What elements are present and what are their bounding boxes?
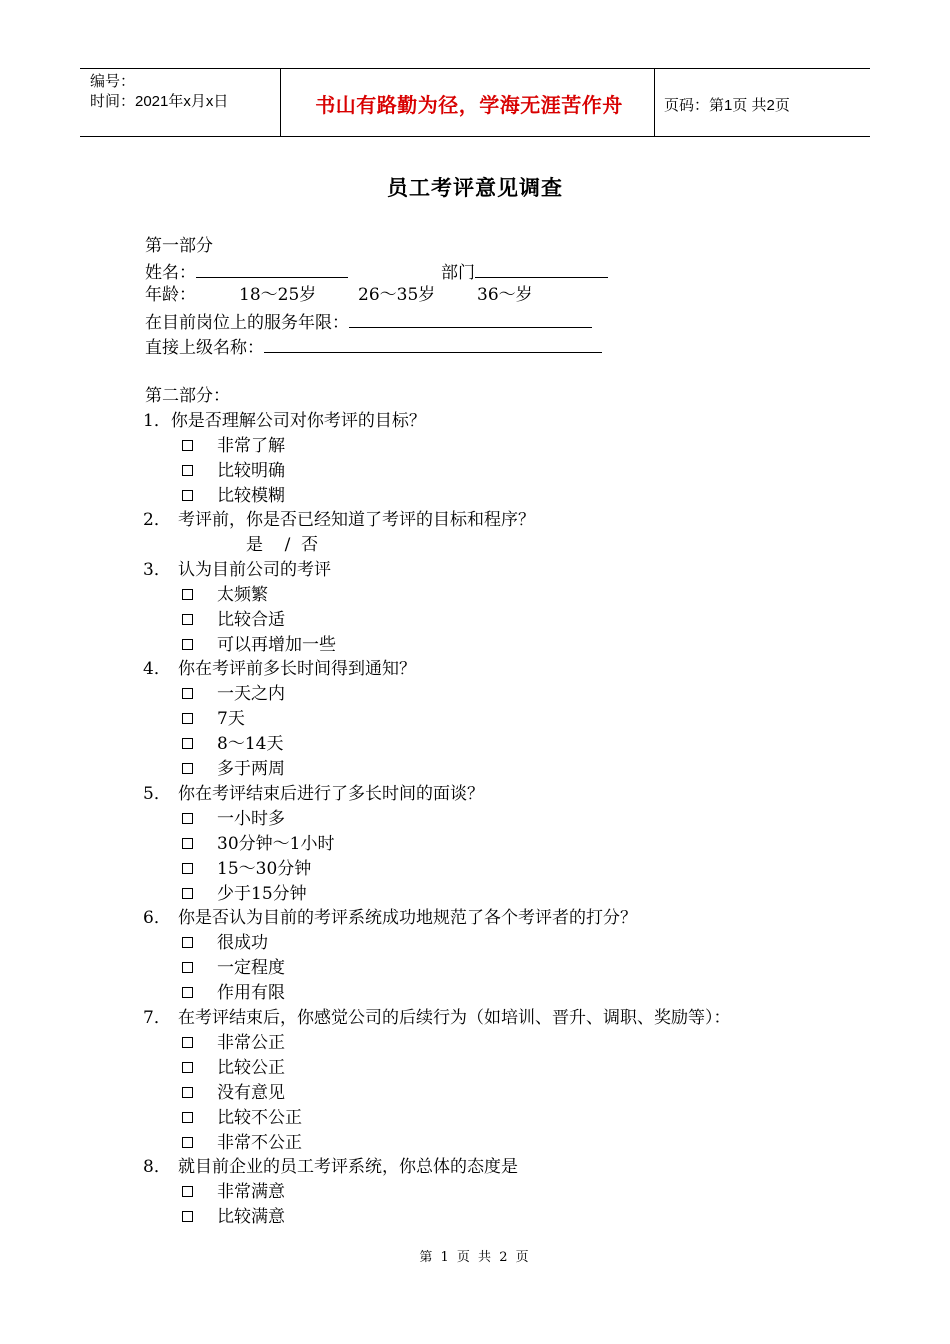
checkbox-icon[interactable] [182,937,193,948]
time-label: 时间：2021年x月x日 [90,93,229,110]
q3-option-2[interactable] [182,609,285,631]
q7-option-5[interactable] [182,1132,302,1154]
q4-option-1[interactable] [182,683,285,705]
question-number: 1． [143,411,171,431]
option-label: 比较合适 [217,610,285,630]
supervisor-label: 直接上级名称： [145,338,264,358]
option-label: 多于两周 [217,759,285,779]
q7-option-3[interactable] [182,1082,285,1104]
checkbox-icon[interactable] [182,962,193,973]
page-footer: 第 1 页 共 2 页 [419,1250,531,1265]
question-number: 2． [143,510,171,530]
q8-option-2[interactable] [182,1206,285,1228]
q4-option-2[interactable] [182,708,245,730]
option-label: 比较满意 [217,1207,285,1227]
question-text: 你在考评前多长时间得到通知？ [178,659,416,679]
option-label: 一定程度 [217,958,285,978]
checkbox-icon[interactable] [182,1087,193,1098]
option-label: 作用有限 [217,983,285,1003]
supervisor-field[interactable] [264,335,602,353]
q1-option-2[interactable] [182,460,285,482]
age-option-2[interactable]: 26～35岁 [358,285,436,305]
checkbox-icon[interactable] [182,838,193,849]
question-2 [143,509,535,531]
name-row [145,260,348,284]
option-label: 非常满意 [217,1182,285,1202]
checkbox-icon[interactable] [182,738,193,749]
q5-option-2[interactable] [182,833,334,855]
checkbox-icon[interactable] [182,1062,193,1073]
question-7 [143,1007,731,1029]
name-label: 姓名： [145,263,196,283]
header-divider [654,69,655,136]
dept-row [441,260,608,284]
service-row [145,310,592,334]
option-label: 非常不公正 [217,1133,302,1153]
question-number: 7． [143,1008,171,1028]
q4-option-3[interactable] [182,733,283,755]
checkbox-icon[interactable] [182,639,193,650]
q6-option-1[interactable] [182,932,268,954]
question-text: 就目前企业的员工考评系统，你总体的态度是 [178,1157,518,1177]
checkbox-icon[interactable] [182,863,193,874]
age-label: 年龄： [145,285,196,305]
header-motto: 书山有路勤为径，学海无涯苦作舟 [315,95,623,117]
question-number: 6． [143,908,171,928]
q1-option-3[interactable] [182,485,285,507]
checkbox-icon[interactable] [182,987,193,998]
number-label: 编号： [90,73,136,90]
option-label: 7天 [217,709,245,729]
option-label: 30分钟～1小时 [217,834,335,854]
checkbox-icon[interactable] [182,490,193,501]
checkbox-icon[interactable] [182,1037,193,1048]
q6-option-3[interactable] [182,982,285,1004]
age-option-1[interactable]: 18～25岁 [239,285,317,305]
q1-option-1[interactable] [182,435,285,457]
q4-option-4[interactable] [182,758,285,780]
document-header [80,68,870,137]
question-6 [143,907,637,929]
checkbox-icon[interactable] [182,1186,193,1197]
option-label: 15～30分钟 [217,859,312,879]
question-5 [143,783,484,805]
question-number: 5． [143,784,171,804]
q7-option-2[interactable] [182,1057,285,1079]
checkbox-icon[interactable] [182,589,193,600]
q5-option-4[interactable] [182,883,307,905]
checkbox-icon[interactable] [182,614,193,625]
service-label: 在目前岗位上的服务年限： [145,313,349,333]
header-divider [280,69,281,136]
q7-option-4[interactable] [182,1107,302,1129]
dept-field[interactable] [475,260,608,278]
question-number: 8． [143,1157,171,1177]
name-field[interactable] [196,260,348,278]
option-label: 比较明确 [217,461,285,481]
page-title: 员工考评意见调查 [387,175,563,200]
option-label: 没有意见 [217,1083,285,1103]
question-text: 你是否认为目前的考评系统成功地规范了各个考评者的打分？ [178,908,637,928]
option-label: 8～14天 [217,734,284,754]
checkbox-icon[interactable] [182,763,193,774]
option-label: 太频繁 [217,585,268,605]
supervisor-row [145,335,602,359]
question-number: 3． [143,560,171,580]
q2-answer[interactable]: 是 / 否 [246,535,319,555]
checkbox-icon[interactable] [182,688,193,699]
question-8 [143,1156,518,1178]
checkbox-icon[interactable] [182,440,193,451]
part1-heading: 第一部分 [145,236,213,256]
option-label: 比较模糊 [217,486,285,506]
checkbox-icon[interactable] [182,1137,193,1148]
q5-option-1[interactable] [182,808,285,830]
checkbox-icon[interactable] [182,1112,193,1123]
q8-option-1[interactable] [182,1181,285,1203]
option-label: 非常公正 [217,1033,285,1053]
header-page-info: 页码：第1页 共2页 [664,97,790,114]
question-text: 你是否理解公司对你考评的目标？ [170,411,426,431]
q7-option-1[interactable] [182,1032,285,1054]
q5-option-3[interactable] [182,858,311,880]
option-label: 可以再增加一些 [217,635,336,655]
question-3 [143,559,331,581]
option-label: 一小时多 [217,809,285,829]
dept-label: 部门 [441,263,475,283]
header-meta [90,72,228,112]
checkbox-icon[interactable] [182,888,193,899]
option-label: 少于15分钟 [217,884,307,904]
question-4 [143,658,416,680]
question-number: 4． [143,659,171,679]
option-label: 很成功 [217,933,268,953]
question-text: 考评前，你是否已经知道了考评的目标和程序？ [178,510,535,530]
option-label: 比较公正 [217,1058,285,1078]
checkbox-icon[interactable] [182,713,193,724]
age-option-3[interactable]: 36～岁 [477,285,533,305]
question-1 [143,410,426,432]
q6-option-2[interactable] [182,957,285,979]
option-label: 一天之内 [217,684,285,704]
question-text: 在考评结束后，你感觉公司的后续行为（如培训、晋升、调职、奖励等）： [178,1008,731,1028]
q3-option-1[interactable] [182,584,268,606]
question-text: 认为目前公司的考评 [178,560,331,580]
option-label: 非常了解 [217,436,285,456]
checkbox-icon[interactable] [182,1211,193,1222]
q3-option-3[interactable] [182,634,336,656]
question-text: 你在考评结束后进行了多长时间的面谈？ [178,784,484,804]
checkbox-icon[interactable] [182,465,193,476]
checkbox-icon[interactable] [182,813,193,824]
part2-heading: 第二部分： [145,386,230,406]
option-label: 比较不公正 [217,1108,302,1128]
service-field[interactable] [349,310,592,328]
